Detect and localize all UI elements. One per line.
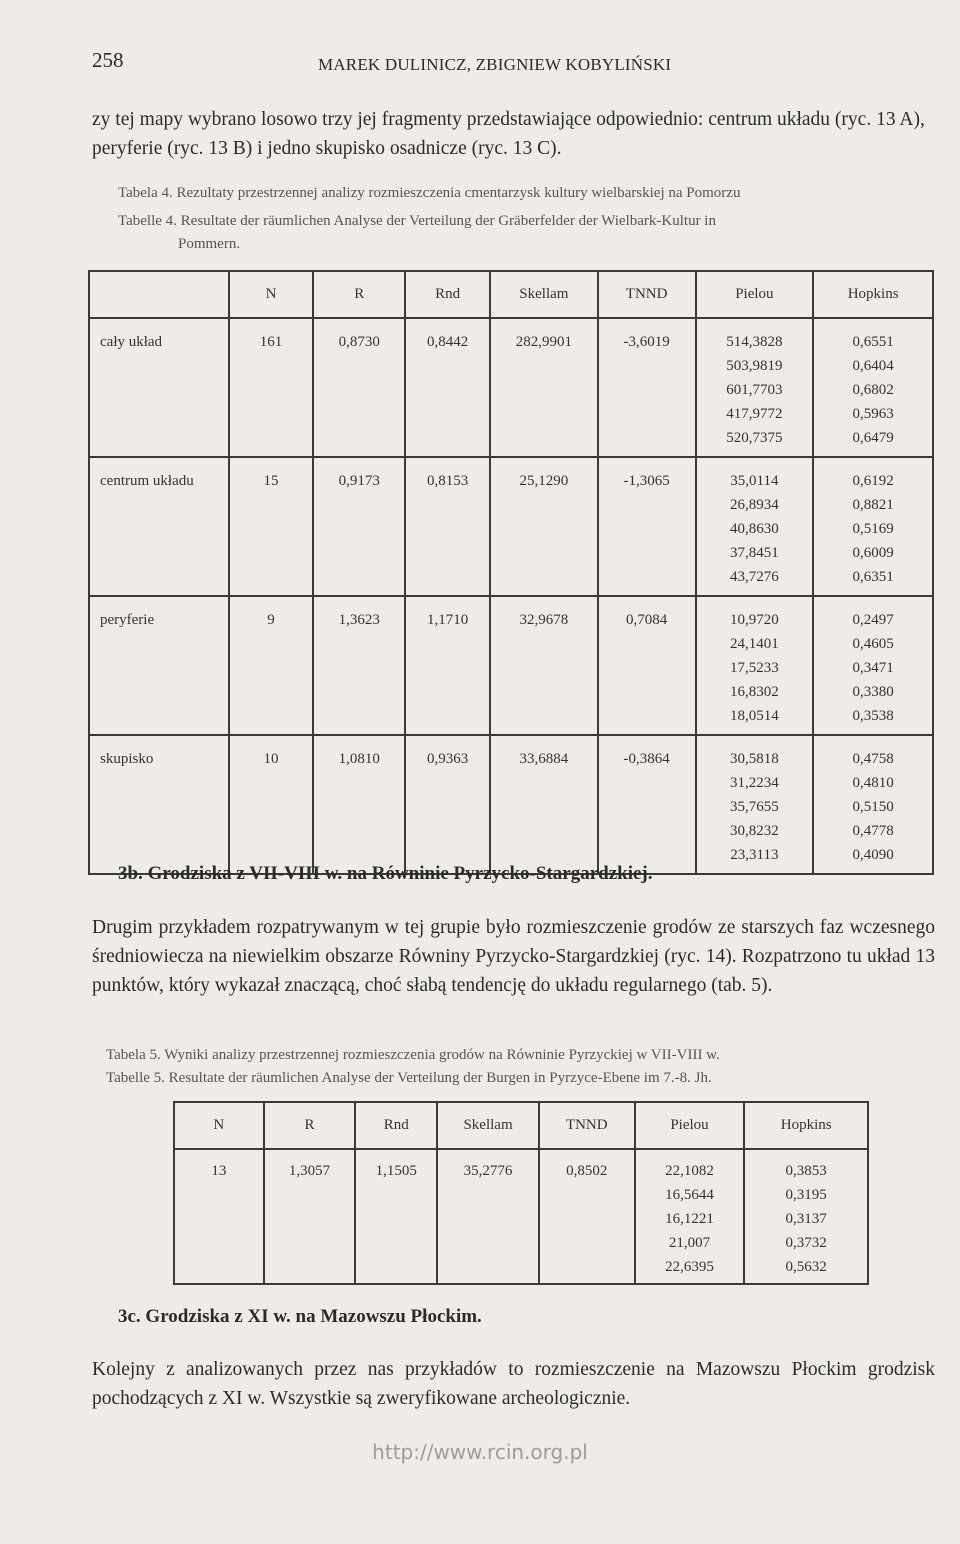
table4-pielou-value: 601,7703 [726, 382, 783, 398]
table4-cell-r [313, 735, 405, 874]
table4-cell-r [313, 318, 405, 457]
table5-value-tnnd: 0,8502 [566, 1163, 608, 1179]
table5-caption-pl: Tabela 5. Wyniki analizy przestrzennej rozmieszczenia grodów na Równinie Pyrzyckiej w VII-VIII w. [106, 1047, 720, 1063]
table5-cell-r [264, 1149, 356, 1284]
table4-cell-skellam-value: 282,9901 [515, 334, 572, 350]
table4-cell-tnnd-value: 0,7084 [626, 612, 668, 628]
table4-hopkins-value: 0,6009 [852, 545, 894, 561]
table4-pielou-value: 417,9772 [726, 406, 783, 422]
table4-cell-rnd-value: 0,8153 [426, 473, 469, 489]
table5-header-tnnd: TNND [539, 1102, 635, 1149]
table4-pielou-value: 10,9720 [730, 612, 779, 628]
table5-value-n: 13 [211, 1163, 227, 1179]
table4-row-label-value: skupisko [100, 751, 154, 767]
table4-header-r: R [313, 271, 405, 318]
table4-caption-de [118, 210, 938, 256]
table5-header-n: N [174, 1102, 264, 1149]
table4-cell-skellam-value: 32,9678 [519, 612, 569, 628]
table4-header-rnd: Rnd [405, 271, 490, 318]
table5-header-rnd: Rnd [355, 1102, 437, 1149]
table4-row-label-value: centrum układu [100, 473, 194, 489]
table4-row-label-value: cały układ [100, 334, 163, 350]
table5-pielou-value: 16,5644 [665, 1187, 714, 1203]
table4-header-n: N [229, 271, 314, 318]
table4-header-blank [89, 271, 229, 318]
table4-hopkins-value: 0,5169 [852, 521, 894, 537]
table4-cell-rnd [405, 457, 490, 596]
table5-header-r: R [264, 1102, 356, 1149]
table4-hopkins-value: 0,6802 [852, 382, 894, 398]
table5-header-row [174, 1102, 868, 1149]
table5-header-skellam: Skellam [437, 1102, 539, 1149]
table4-pielou-value: 17,5233 [730, 660, 779, 676]
table5-cell-pielou [635, 1149, 745, 1284]
table4-row [89, 596, 933, 735]
table4-cell-skellam-value: 25,1290 [519, 473, 569, 489]
table4-header-pielou: Pielou [696, 271, 814, 318]
table4-pielou-value: 503,9819 [726, 358, 783, 374]
table4-cell-n-value: 161 [259, 334, 283, 350]
table5-pielou-value: 16,1221 [665, 1211, 714, 1227]
table4-cell-tnnd [598, 318, 696, 457]
page-number: 258 [92, 48, 124, 72]
table4-cell-skellam [490, 457, 598, 596]
table4-cell-pielou [696, 318, 814, 457]
table4-pielou-value: 35,0114 [730, 473, 779, 489]
table4-cell-rnd [405, 596, 490, 735]
table5-pielou-value: 22,1082 [665, 1163, 714, 1179]
table4-cell-r [313, 596, 405, 735]
table4-cell-tnnd-value: -0,3864 [623, 751, 670, 767]
table5-hopkins-value: 0,5632 [785, 1259, 827, 1275]
table5-caption-de: Tabelle 5. Resultate der räumlichen Analyse der Verteilung der Burgen in Pyrzyce-Ebene im 7.-8. Jh. [106, 1070, 712, 1086]
table5-cell-skellam [437, 1149, 539, 1284]
table4-cell-n [229, 735, 314, 874]
table5-cell-hopkins [744, 1149, 868, 1284]
table4-hopkins-value: 0,4090 [852, 847, 894, 863]
section-heading-3c: 3c. Grodziska z XI w. na Mazowszu Płockim. [118, 1306, 482, 1327]
table4-pielou-value: 31,2234 [730, 775, 779, 791]
table4-pielou-value: 35,7655 [730, 799, 779, 815]
table5-cell-n [174, 1149, 264, 1284]
table4-row-label [89, 596, 229, 735]
table5-hopkins-value: 0,3853 [785, 1163, 827, 1179]
table5-hopkins-value: 0,3195 [785, 1187, 827, 1203]
table5-hopkins-value: 0,3732 [785, 1235, 827, 1251]
table4-row-label [89, 318, 229, 457]
table4-cell-n-value: 15 [263, 473, 279, 489]
table4-cell-hopkins [813, 735, 933, 874]
table5-hopkins-value: 0,3137 [785, 1211, 827, 1227]
table4-cell-rnd [405, 318, 490, 457]
paragraph-intro: zy tej mapy wybrano losowo trzy jej fragmenty przedstawiające odpowiednio: centrum układu (ryc. 13 A), peryferie (ryc. 13 B) i jedno skupisko osadnicze (ryc. 13 C). [92, 109, 925, 159]
table4-cell-n [229, 457, 314, 596]
table4-cell-pielou [696, 735, 814, 874]
table4-row-label [89, 457, 229, 596]
table4-cell-rnd-value: 1,1710 [426, 612, 469, 628]
table4-cell-tnnd [598, 735, 696, 874]
table4-hopkins-value: 0,3471 [852, 660, 894, 676]
table4-caption-de-line2: Pommern. [178, 236, 241, 252]
source-url: http://www.rcin.org.pl [372, 1440, 588, 1464]
table4-hopkins-value: 0,4778 [852, 823, 894, 839]
table4-cell-skellam [490, 318, 598, 457]
table4-header-hopkins: Hopkins [813, 271, 933, 318]
table4-cell-skellam-value: 33,6884 [519, 751, 569, 767]
table4-cell-hopkins [813, 596, 933, 735]
table4-cell-r-value: 0,9173 [338, 473, 380, 489]
table4-cell-n-value: 10 [263, 751, 279, 767]
table4-hopkins-value: 0,2497 [852, 612, 894, 628]
table4-cell-pielou [696, 596, 814, 735]
table4-hopkins-value: 0,5963 [852, 406, 894, 422]
table4-hopkins-value: 0,6404 [852, 358, 894, 374]
section-heading-3b: 3b. Grodziska z VII-VIII w. na Równinie Pyrzycko-Stargardzkiej. [118, 863, 653, 884]
paragraph-3b: Drugim przykładem rozpatrywanym w tej grupie było rozmieszczenie grodów ze starszych faz wczesnego średniowiecza na niewielkim obszarze Równiny Pyrzycko-Stargardzkiej (ryc. 14). Rozpatrzono tu układ 13 punktów, który wykazał znaczącą, choć słabą tendencję do układu regularnego (tab. 5). [92, 917, 935, 996]
table5-value-skellam: 35,2776 [463, 1163, 513, 1179]
table4-pielou-value: 30,5818 [730, 751, 779, 767]
table5-pielou-value: 22,6395 [665, 1259, 714, 1275]
table-5 [173, 1101, 869, 1285]
table4-cell-rnd-value: 0,9363 [426, 751, 469, 767]
table4-pielou-value: 43,7276 [730, 569, 779, 585]
table4-cell-n-value: 9 [267, 612, 275, 628]
table4-body [89, 318, 933, 874]
table4-hopkins-value: 0,4605 [852, 636, 894, 652]
table4-header-skellam: Skellam [490, 271, 598, 318]
table4-caption-pl: Tabela 4. Rezultaty przestrzennej analizy rozmieszczenia cmentarzysk kultury wielbarskiej na Pomorzu [118, 185, 741, 201]
table4-pielou-value: 30,8232 [730, 823, 779, 839]
table4-cell-n [229, 596, 314, 735]
table4-pielou-value: 520,7375 [726, 430, 783, 446]
table4-header-tnnd: TNND [598, 271, 696, 318]
table4-cell-n [229, 318, 314, 457]
table4-pielou-value: 16,8302 [730, 684, 779, 700]
table4-row [89, 318, 933, 457]
table4-hopkins-value: 0,4810 [852, 775, 894, 791]
table4-pielou-value: 37,8451 [730, 545, 779, 561]
table4-cell-tnnd-value: -3,6019 [623, 334, 670, 350]
table4-cell-hopkins [813, 457, 933, 596]
table4-row [89, 735, 933, 874]
table5-cell-tnnd [539, 1149, 635, 1284]
table4-hopkins-value: 0,3380 [852, 684, 894, 700]
table4-cell-r [313, 457, 405, 596]
table4-pielou-value: 18,0514 [730, 708, 779, 724]
table4-row [89, 457, 933, 596]
table4-cell-r-value: 1,0810 [338, 751, 380, 767]
table5-pielou-value: 21,007 [668, 1235, 711, 1251]
table4-cell-r-value: 1,3623 [338, 612, 380, 628]
table4-pielou-value: 514,3828 [726, 334, 783, 350]
table4-cell-rnd-value: 0,8442 [426, 334, 469, 350]
table4-caption-de-line1: Tabelle 4. Resultate der räumlichen Analyse der Verteilung der Gräberfelder der Wielbark-Kultur in [118, 213, 716, 229]
table4-cell-skellam [490, 735, 598, 874]
table4-cell-tnnd [598, 596, 696, 735]
table4-hopkins-value: 0,4758 [852, 751, 894, 767]
table4-hopkins-value: 0,3538 [852, 708, 894, 724]
table4-pielou-value: 23,3113 [730, 847, 779, 863]
table4-pielou-value: 26,8934 [730, 497, 779, 513]
table4-pielou-value: 24,1401 [730, 636, 779, 652]
table5-row [174, 1149, 868, 1284]
table4-cell-hopkins [813, 318, 933, 457]
table4-row-label [89, 735, 229, 874]
table4-row-label-value: peryferie [100, 612, 155, 628]
table4-cell-r-value: 0,8730 [338, 334, 380, 350]
running-title: MAREK DULINICZ, ZBIGNIEW KOBYLIŃSKI [318, 55, 672, 74]
table4-hopkins-value: 0,6479 [852, 430, 894, 446]
table4-hopkins-value: 0,6192 [852, 473, 894, 489]
table4-cell-tnnd-value: -1,3065 [623, 473, 670, 489]
table4-cell-skellam [490, 596, 598, 735]
table4-pielou-value: 40,8630 [730, 521, 779, 537]
table5-value-rnd: 1,1505 [375, 1163, 417, 1179]
table4-hopkins-value: 0,6551 [852, 334, 894, 350]
table-4 [88, 270, 934, 875]
table4-cell-pielou [696, 457, 814, 596]
table5-header-pielou: Pielou [635, 1102, 745, 1149]
table4-header-row [89, 271, 933, 318]
paragraph-3c: Kolejny z analizowanych przez nas przykładów to rozmieszczenie na Mazowszu Płockim grodzisk pochodzących z XI w. Wszystkie są zweryfikowane archeologicznie. [92, 1359, 935, 1409]
table4-cell-rnd [405, 735, 490, 874]
table5-cell-rnd [355, 1149, 437, 1284]
table4-hopkins-value: 0,8821 [852, 497, 894, 513]
table5-header-hopkins: Hopkins [744, 1102, 868, 1149]
table4-hopkins-value: 0,5150 [852, 799, 894, 815]
table4-cell-tnnd [598, 457, 696, 596]
table4-hopkins-value: 0,6351 [852, 569, 894, 585]
table5-value-r: 1,3057 [288, 1163, 331, 1179]
